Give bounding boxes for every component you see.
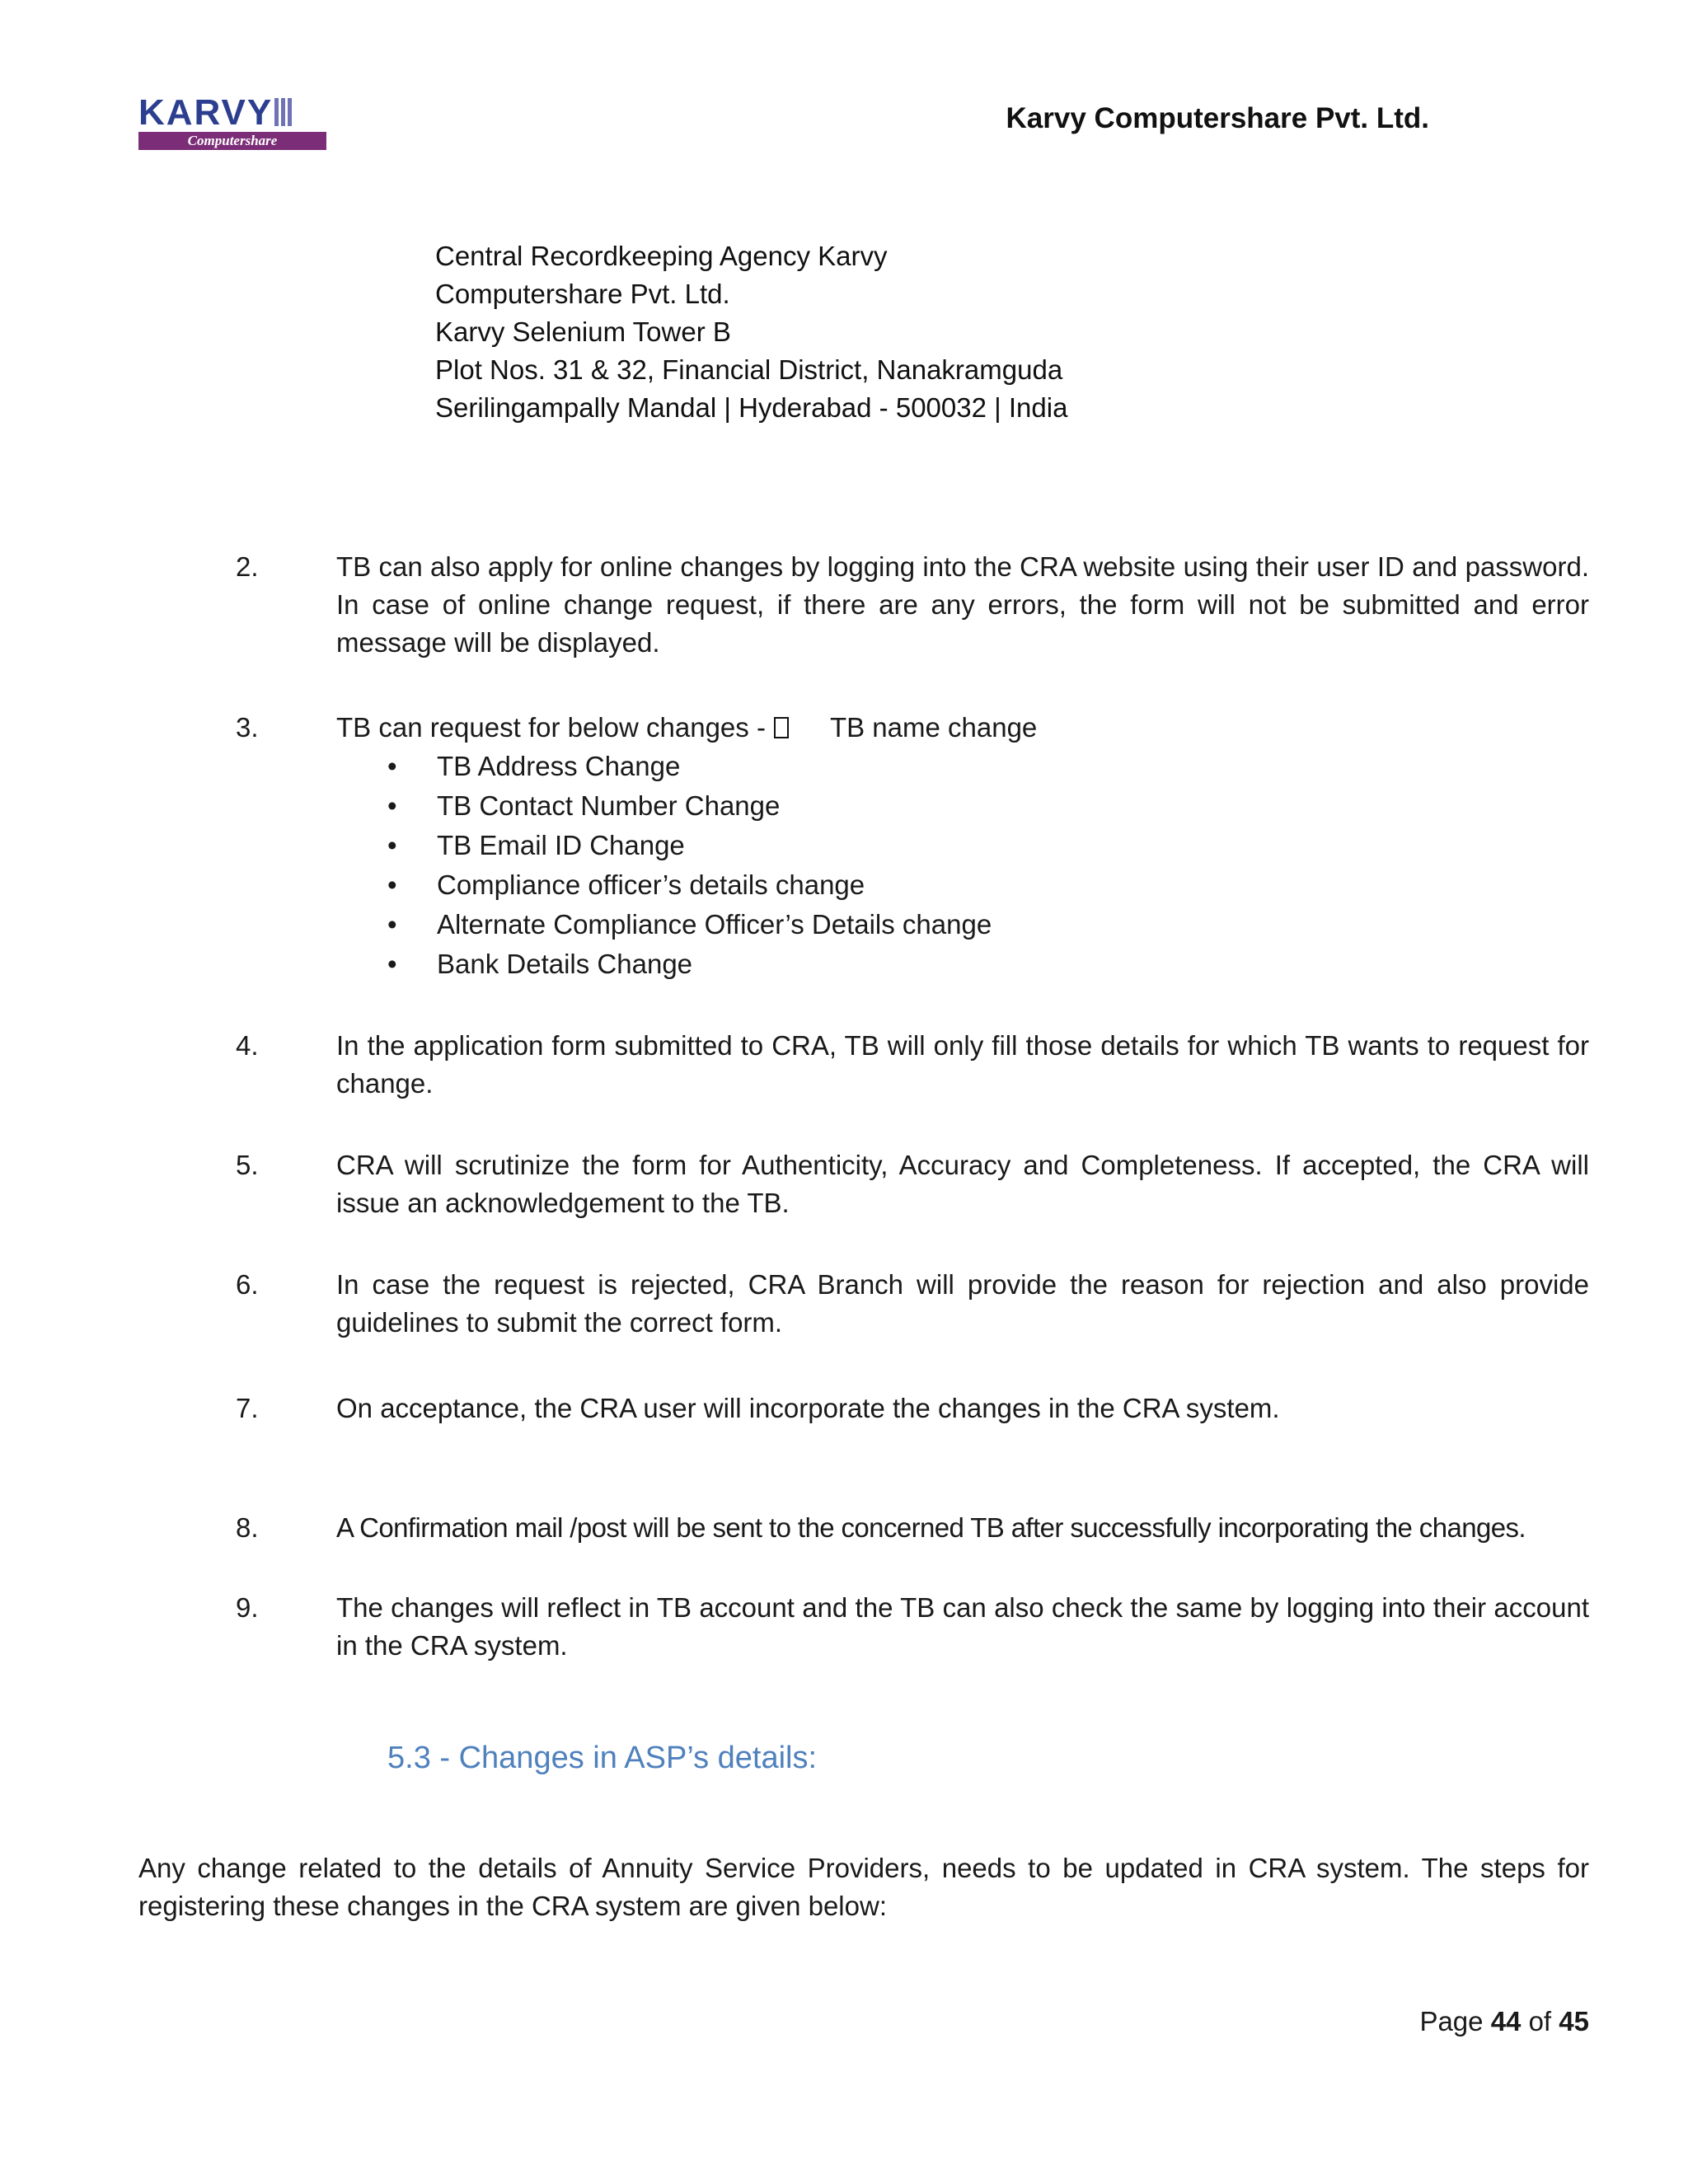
list-item	[236, 709, 1589, 747]
address-line: Serilingampally Mandal | Hyderabad - 500032 | India	[435, 392, 1068, 423]
address-line: Karvy Selenium Tower B	[435, 316, 731, 347]
item-text: The changes will reflect in TB account and the TB can also check the same by logging into their account in the CRA system.	[336, 1592, 1589, 1661]
address-line: Plot Nos. 31 & 32, Financial District, Nanakramguda	[435, 354, 1063, 385]
list-item	[236, 1509, 1589, 1547]
bullet-icon: •	[387, 949, 397, 979]
address-line: Computershare Pvt. Ltd.	[435, 279, 730, 309]
item-text-after: TB name change	[829, 712, 1038, 743]
item-text: A Confirmation mail /post will be sent to the concerned TB after successfully incorporating the changes.	[336, 1512, 1526, 1543]
logo-subtext: Computershare	[138, 132, 326, 150]
company-name: Karvy Computershare Pvt. Ltd.	[1006, 102, 1429, 134]
total-pages: 45	[1559, 2006, 1589, 2036]
logo-wordmark: KARVY	[138, 96, 326, 130]
list-item	[236, 1266, 1589, 1342]
page-number: Page 44 of 45	[1419, 2006, 1589, 2036]
item-text: On acceptance, the CRA user will incorporate the changes in the CRA system.	[336, 1393, 1280, 1423]
list-item	[236, 548, 1589, 662]
item-number: 2.	[236, 551, 259, 582]
body-paragraph: Any change related to the details of Annuity Service Providers, needs to be updated in CRA system. The steps for registering these changes in the CRA system are given below:	[138, 1853, 1589, 1921]
item-text-before: TB can request for below changes -	[336, 712, 766, 743]
address-line: Central Recordkeeping Agency Karvy	[435, 241, 888, 271]
bullet-item: • Compliance officer’s details change	[387, 865, 992, 905]
item-number: 5.	[236, 1150, 259, 1180]
item-number: 8.	[236, 1512, 259, 1543]
item-text: CRA will scrutinize the form for Authenticity, Accuracy and Completeness. If accepted, the CRA will issue an acknowledgement to the TB.	[336, 1150, 1589, 1218]
list-item	[236, 1146, 1589, 1222]
address-block	[435, 237, 1067, 427]
bullet-list	[387, 747, 992, 984]
bullet-item: • Alternate Compliance Officer’s Details change	[387, 905, 992, 944]
missing-glyph-box-icon	[774, 717, 789, 738]
item-text: TB can also apply for online changes by logging into the CRA website using their user ID and password. In case of online change request, if there are any errors, the form will not be submitted and error message will be displayed.	[336, 551, 1589, 658]
item-number: 4.	[236, 1030, 259, 1061]
item-text: In case the request is rejected, CRA Branch will provide the reason for rejection and also provide guidelines to submit the correct form.	[336, 1269, 1589, 1338]
item-text: In the application form submitted to CRA, TB will only fill those details for which TB wants to request for change.	[336, 1030, 1589, 1099]
bullet-icon: •	[387, 909, 397, 940]
list-item	[236, 1027, 1589, 1103]
bullet-item: • TB Contact Number Change	[387, 786, 992, 826]
bullet-icon: •	[387, 790, 397, 821]
item-number: 6.	[236, 1269, 259, 1300]
current-page: 44	[1490, 2006, 1522, 2036]
logo-bars-icon	[274, 98, 293, 126]
bullet-icon: •	[387, 830, 397, 860]
bullet-icon: •	[387, 751, 397, 781]
item-number: 9.	[236, 1592, 259, 1623]
section-heading: 5.3 - Changes in ASP’s details:	[387, 1741, 818, 1775]
list-item	[236, 1390, 1589, 1427]
list-item	[236, 1589, 1589, 1665]
item-text	[336, 709, 1589, 747]
item-number: 7.	[236, 1393, 259, 1423]
bullet-item: • TB Address Change	[387, 747, 992, 786]
bullet-item: • TB Email ID Change	[387, 826, 992, 865]
item-number: 3.	[236, 712, 259, 743]
bullet-icon: •	[387, 869, 397, 900]
bullet-item: • Bank Details Change	[387, 944, 992, 984]
company-logo	[138, 92, 326, 150]
